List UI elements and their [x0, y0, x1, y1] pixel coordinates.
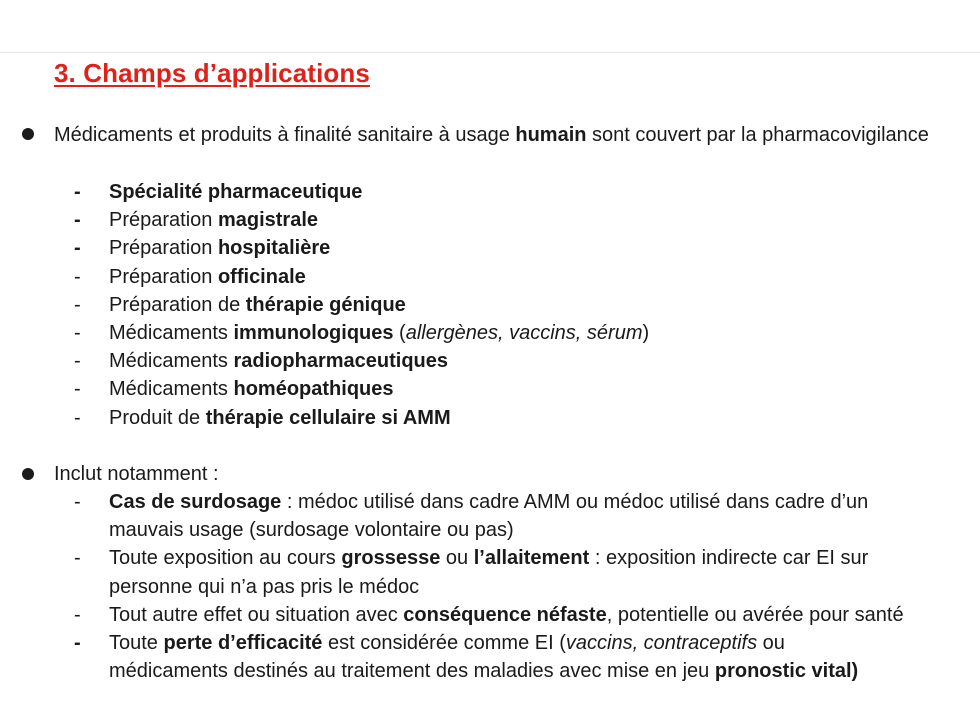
top-divider	[0, 52, 980, 53]
item-bold: magistrale	[217, 209, 319, 232]
dash-marker: -	[74, 181, 81, 203]
dash-marker: -	[74, 350, 81, 373]
item-bold: perte d’efficacité	[163, 632, 323, 655]
item-text: Produit de	[109, 406, 206, 429]
item-italic: vaccins, contraceptifs	[565, 632, 758, 655]
list-item	[0, 488, 909, 544]
dash-marker: -	[74, 265, 81, 288]
list-item	[0, 347, 909, 375]
item-text: Médicaments	[109, 378, 234, 401]
intro-paragraph-1	[54, 121, 934, 149]
product-type-list	[0, 178, 980, 432]
dash-marker: -	[74, 632, 81, 655]
list-item	[0, 178, 909, 206]
intro-bold-humain: humain	[515, 124, 587, 146]
item-bold: thérapie cellulaire si AMM	[205, 406, 451, 429]
dash-marker: -	[74, 603, 81, 626]
item-text: : exposition indirecte car EI sur personne qui n’a pas pris le médoc	[109, 547, 869, 598]
item-text: ou	[440, 547, 474, 570]
dash-marker: -	[74, 406, 81, 429]
item-bold: hospitalière	[217, 237, 331, 260]
list-item	[0, 234, 909, 262]
item-bold: officinale	[217, 265, 306, 288]
item-text: )	[642, 322, 650, 345]
item-text: Médicaments	[109, 350, 234, 373]
item-text: Tout autre effet ou situation avec	[109, 603, 404, 626]
item-text: Préparation de	[109, 293, 246, 316]
dash-marker: -	[74, 209, 81, 232]
intro-text-end: sont couvert par la pharmacovigilance	[586, 124, 929, 146]
dash-marker: -	[74, 293, 81, 316]
item-bold: radiopharmaceutiques	[233, 350, 449, 373]
list-item	[0, 544, 909, 600]
dash-marker: -	[74, 378, 81, 401]
list-item	[0, 404, 909, 432]
intro-paragraph-2: Inclut notamment :	[54, 463, 219, 485]
bullet-point-1	[22, 128, 34, 140]
list-item	[0, 206, 909, 234]
item-bold: immunologiques	[233, 322, 394, 345]
item-text: ou médicaments destinés au traitement des maladies avec mise en jeu	[109, 632, 785, 683]
item-bold: Cas de surdosage	[109, 491, 282, 513]
item-text: Préparation	[109, 265, 218, 288]
item-text: Préparation	[109, 209, 218, 232]
item-text: (	[393, 322, 406, 345]
list-item	[0, 263, 909, 291]
item-text: , potentielle ou avérée pour santé	[606, 603, 904, 626]
item-bold: grossesse	[341, 547, 441, 570]
item-bold: l’allaitement	[473, 547, 590, 570]
list-item	[0, 629, 909, 685]
item-bold: conséquence néfaste	[403, 603, 607, 626]
section-title: 3. Champs d’applications	[54, 58, 370, 88]
item-text: Médicaments	[109, 322, 234, 345]
item-text: est considérée comme EI (	[322, 632, 566, 655]
bullet-point-2	[22, 468, 34, 480]
item-text: Toute	[109, 632, 164, 655]
inclusion-list	[0, 488, 980, 685]
item-italic: allergènes, vaccins, sérum	[405, 322, 643, 345]
dash-marker: -	[74, 547, 81, 570]
list-item	[0, 375, 909, 403]
item-text: Préparation	[109, 237, 218, 260]
dash-marker: -	[74, 491, 81, 513]
dash-marker: -	[74, 237, 81, 260]
item-bold: thérapie génique	[245, 293, 406, 316]
dash-marker: -	[74, 322, 81, 345]
list-item	[0, 601, 909, 629]
item-bold: pronostic vital)	[714, 660, 859, 683]
item-bold: Spécialité pharmaceutique	[109, 181, 363, 203]
list-item	[0, 319, 909, 347]
list-item	[0, 291, 909, 319]
item-text: : médoc utilisé dans cadre AMM ou médoc utilisé dans cadre d’un mauvais usage (surdosage volontaire ou pas)	[109, 491, 869, 542]
item-text: Toute exposition au cours	[109, 547, 342, 570]
intro-text: Médicaments et produits à finalité sanitaire à usage	[54, 124, 516, 146]
item-bold: homéopathiques	[233, 378, 394, 401]
